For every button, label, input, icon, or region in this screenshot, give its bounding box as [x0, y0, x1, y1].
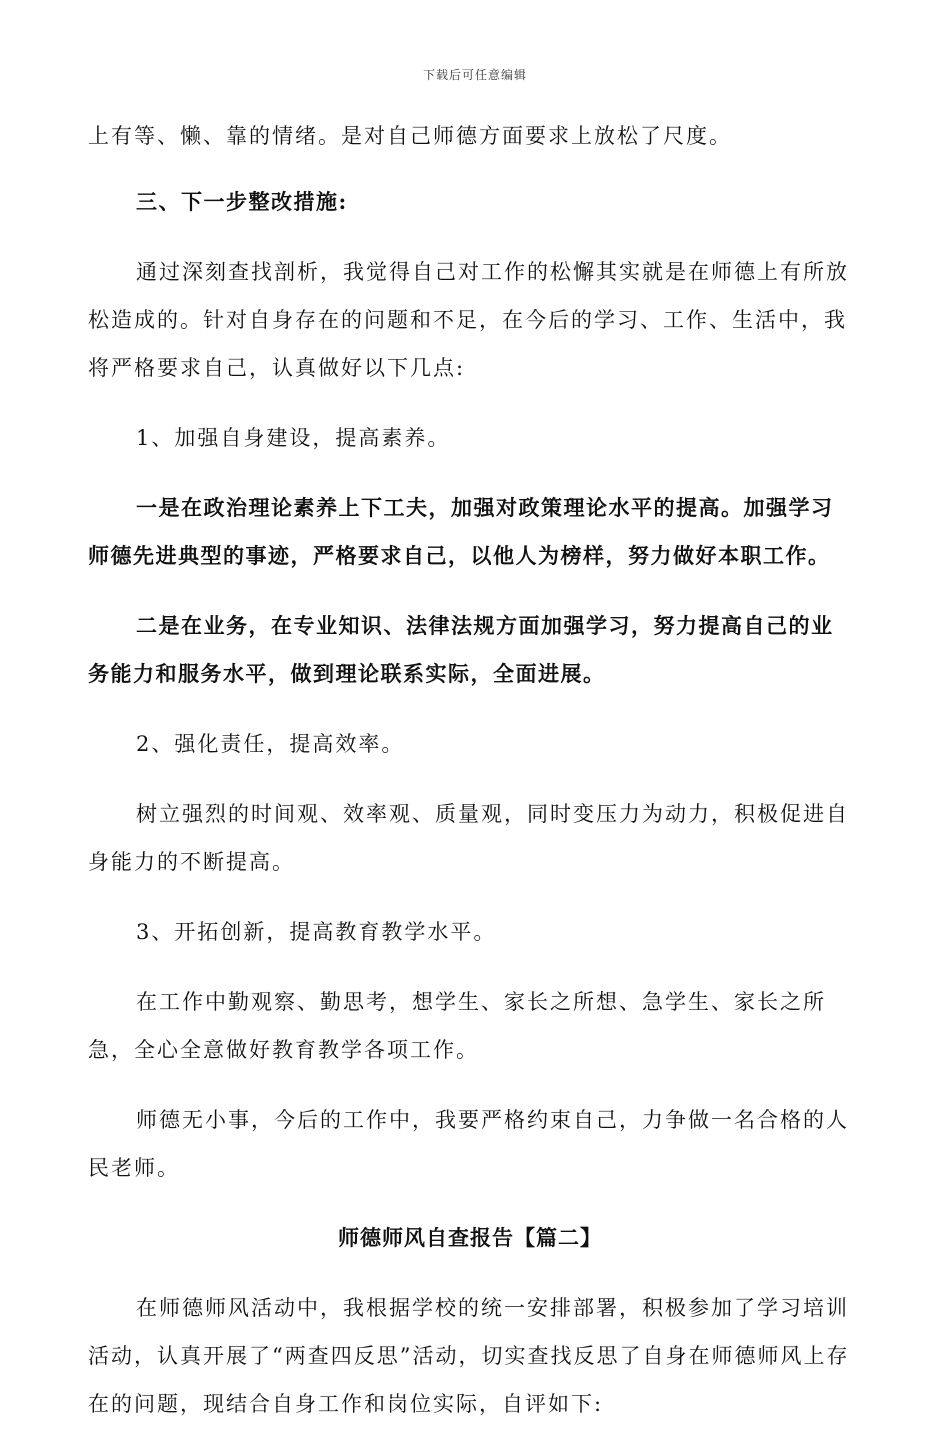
paragraph-responsibility: 树立强烈的时间观、效率观、质量观，同时变压力为动力，积极促进自身能力的不断提高。 — [88, 802, 849, 874]
paragraph-point-two: 二是在业务，在专业知识、法律法规方面加强学习，努力提高自己的业务能力和服务水平，做到理论联系实际，全面进展。 — [88, 613, 834, 686]
list-item-heading-3: 3、开拓创新，提高教育教学水平。 — [136, 920, 497, 944]
paragraph-intro: 通过深刻查找剖析，我觉得自己对工作的松懈其实就是在师德上有所放松造成的。针对自身存在的问题和不足，在今后的学习、工作、生活中，我将严格要求自己，认真做好以下几点: — [88, 260, 849, 380]
document-body — [88, 112, 852, 1450]
paragraph-part-two-intro: 在师德师风活动中，我根据学校的统一安排部署，积极参加了学习培训活动，认真开展了“两查四反思”活动，切实查找反思了自身在师德师风上存在的问题，现结合自身工作和岗位实际，自评如下: — [88, 1296, 850, 1416]
paragraph-point-one: 一是在政治理论素养上下工夫，加强对政策理论水平的提高。加强学习师德先进典型的事迹，严格要求自己，以他人为榜样，努力做好本职工作。 — [88, 495, 834, 568]
page-header-note: 下载后可任意编辑 — [422, 68, 527, 82]
list-item-heading-2: 2、强化责任，提高效率。 — [136, 732, 405, 756]
paragraph-innovation: 在工作中勤观察、勤思考，想学生、家长之所想、急学生、家长之所急，全心全意做好教育教学各项工作。 — [88, 990, 826, 1062]
section-heading-next-steps: 三、下一步整改措施: — [136, 189, 348, 214]
article-title-part-two: 师德师风自查报告【篇二】 — [338, 1225, 602, 1250]
list-item-heading-1: 1、加强自身建设，提高素养。 — [136, 426, 451, 450]
paragraph-conclusion: 师德无小事，今后的工作中，我要严格约束自己，力争做一名合格的人民老师。 — [88, 1108, 849, 1180]
paragraph-continuation: 上有等、懒、靠的情绪。是对自己师德方面要求上放松了尺度。 — [88, 124, 732, 148]
